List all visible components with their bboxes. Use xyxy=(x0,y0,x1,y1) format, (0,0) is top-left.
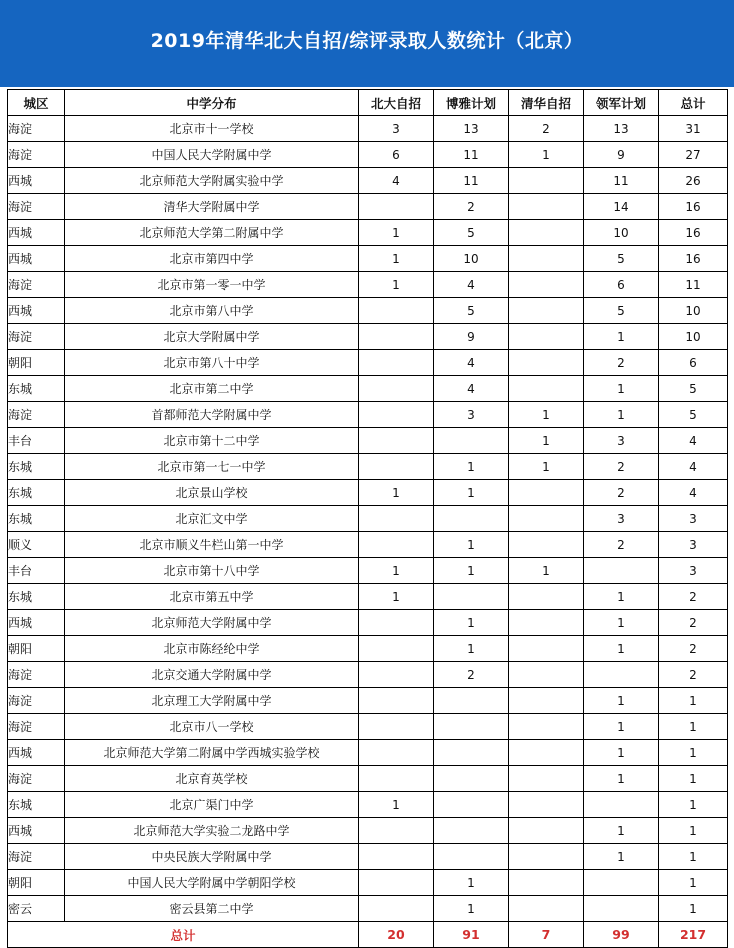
cell-school: 中央民族大学附属中学 xyxy=(65,844,359,870)
cell-district: 朝阳 xyxy=(8,870,65,896)
cell-boya xyxy=(434,506,509,532)
cell-school: 北京市顺义牛栏山第一中学 xyxy=(65,532,359,558)
cell-thu-self xyxy=(509,324,584,350)
cell-thu-self xyxy=(509,766,584,792)
header-total: 总计 xyxy=(659,90,728,116)
cell-school: 中国人民大学附属中学 xyxy=(65,142,359,168)
cell-pku-self xyxy=(359,740,434,766)
cell-school: 北京市第八十中学 xyxy=(65,350,359,376)
cell-lingjun: 1 xyxy=(584,766,659,792)
cell-lingjun: 5 xyxy=(584,246,659,272)
table-row xyxy=(8,116,728,142)
cell-thu-self xyxy=(509,610,584,636)
cell-boya: 1 xyxy=(434,532,509,558)
cell-lingjun: 1 xyxy=(584,818,659,844)
table-row xyxy=(8,506,728,532)
table-row xyxy=(8,246,728,272)
cell-district: 东城 xyxy=(8,506,65,532)
cell-boya: 1 xyxy=(434,558,509,584)
cell-thu-self: 1 xyxy=(509,558,584,584)
cell-thu-self xyxy=(509,818,584,844)
cell-thu-self xyxy=(509,246,584,272)
cell-total: 16 xyxy=(659,220,728,246)
cell-district: 西城 xyxy=(8,220,65,246)
table-row xyxy=(8,662,728,688)
cell-total: 1 xyxy=(659,740,728,766)
cell-thu-self: 1 xyxy=(509,428,584,454)
table-row xyxy=(8,792,728,818)
cell-total: 2 xyxy=(659,636,728,662)
cell-school: 北京市十一学校 xyxy=(65,116,359,142)
cell-school: 北京汇文中学 xyxy=(65,506,359,532)
cell-pku-self xyxy=(359,610,434,636)
cell-thu-self: 2 xyxy=(509,116,584,142)
cell-pku-self: 6 xyxy=(359,142,434,168)
cell-pku-self xyxy=(359,688,434,714)
cell-total: 26 xyxy=(659,168,728,194)
cell-pku-self xyxy=(359,324,434,350)
cell-school: 北京师范大学第二附属中学 xyxy=(65,220,359,246)
cell-lingjun xyxy=(584,792,659,818)
header-district: 城区 xyxy=(8,90,65,116)
cell-pku-self: 4 xyxy=(359,168,434,194)
cell-total: 31 xyxy=(659,116,728,142)
cell-lingjun: 1 xyxy=(584,376,659,402)
table-row xyxy=(8,350,728,376)
cell-total: 4 xyxy=(659,454,728,480)
cell-lingjun: 1 xyxy=(584,584,659,610)
cell-lingjun: 1 xyxy=(584,402,659,428)
cell-district: 海淀 xyxy=(8,766,65,792)
cell-thu-self xyxy=(509,376,584,402)
cell-boya: 2 xyxy=(434,194,509,220)
page-title: 2019年清华北大自招/综评录取人数统计（北京） xyxy=(150,30,584,52)
cell-thu-self: 1 xyxy=(509,142,584,168)
admissions-table xyxy=(7,89,728,948)
table-row xyxy=(8,610,728,636)
cell-pku-self xyxy=(359,298,434,324)
cell-boya xyxy=(434,584,509,610)
cell-pku-self: 1 xyxy=(359,272,434,298)
cell-district: 海淀 xyxy=(8,324,65,350)
cell-thu-self xyxy=(509,896,584,922)
cell-thu-self xyxy=(509,844,584,870)
cell-total: 4 xyxy=(659,428,728,454)
cell-lingjun: 1 xyxy=(584,688,659,714)
cell-lingjun xyxy=(584,896,659,922)
cell-school: 北京市第二中学 xyxy=(65,376,359,402)
table-row xyxy=(8,870,728,896)
cell-boya: 1 xyxy=(434,870,509,896)
cell-district: 西城 xyxy=(8,818,65,844)
cell-school: 北京理工大学附属中学 xyxy=(65,688,359,714)
cell-lingjun: 1 xyxy=(584,844,659,870)
cell-total: 5 xyxy=(659,376,728,402)
cell-school: 清华大学附属中学 xyxy=(65,194,359,220)
cell-lingjun: 3 xyxy=(584,506,659,532)
cell-lingjun: 1 xyxy=(584,636,659,662)
cell-lingjun xyxy=(584,870,659,896)
cell-pku-self: 1 xyxy=(359,480,434,506)
cell-thu-self xyxy=(509,584,584,610)
cell-district: 海淀 xyxy=(8,662,65,688)
cell-boya: 1 xyxy=(434,896,509,922)
table-row xyxy=(8,168,728,194)
cell-thu-self xyxy=(509,870,584,896)
cell-lingjun: 11 xyxy=(584,168,659,194)
cell-lingjun: 1 xyxy=(584,714,659,740)
table-row xyxy=(8,454,728,480)
cell-thu-self xyxy=(509,636,584,662)
cell-school: 北京师范大学第二附属中学西城实验学校 xyxy=(65,740,359,766)
cell-boya: 11 xyxy=(434,168,509,194)
cell-lingjun: 1 xyxy=(584,740,659,766)
cell-pku-self: 3 xyxy=(359,116,434,142)
cell-district: 密云 xyxy=(8,896,65,922)
cell-pku-self xyxy=(359,402,434,428)
cell-thu-self xyxy=(509,272,584,298)
cell-lingjun: 2 xyxy=(584,532,659,558)
cell-total: 6 xyxy=(659,350,728,376)
cell-thu-self xyxy=(509,220,584,246)
cell-district: 西城 xyxy=(8,168,65,194)
cell-boya: 5 xyxy=(434,298,509,324)
cell-district: 海淀 xyxy=(8,272,65,298)
cell-boya xyxy=(434,740,509,766)
cell-pku-self xyxy=(359,896,434,922)
table-row xyxy=(8,376,728,402)
cell-pku-self xyxy=(359,662,434,688)
cell-thu-self xyxy=(509,662,584,688)
cell-school: 首都师范大学附属中学 xyxy=(65,402,359,428)
cell-lingjun: 2 xyxy=(584,480,659,506)
cell-lingjun: 3 xyxy=(584,428,659,454)
totals-label: 总计 xyxy=(8,922,359,948)
table-row xyxy=(8,220,728,246)
cell-total: 1 xyxy=(659,714,728,740)
cell-thu-self xyxy=(509,168,584,194)
cell-district: 西城 xyxy=(8,610,65,636)
table-row xyxy=(8,324,728,350)
cell-pku-self xyxy=(359,636,434,662)
table-row xyxy=(8,558,728,584)
cell-school: 北京市第五中学 xyxy=(65,584,359,610)
cell-thu-self xyxy=(509,480,584,506)
cell-lingjun: 6 xyxy=(584,272,659,298)
cell-lingjun: 5 xyxy=(584,298,659,324)
cell-lingjun: 1 xyxy=(584,324,659,350)
cell-boya: 2 xyxy=(434,662,509,688)
cell-school: 北京景山学校 xyxy=(65,480,359,506)
cell-lingjun: 2 xyxy=(584,350,659,376)
cell-total: 3 xyxy=(659,532,728,558)
totals-thu-self: 7 xyxy=(509,922,584,948)
cell-school: 北京交通大学附属中学 xyxy=(65,662,359,688)
table-row xyxy=(8,636,728,662)
cell-pku-self xyxy=(359,428,434,454)
totals-lingjun: 99 xyxy=(584,922,659,948)
header-pku-self: 北大自招 xyxy=(359,90,434,116)
cell-boya xyxy=(434,766,509,792)
table-row xyxy=(8,142,728,168)
totals-pku-self: 20 xyxy=(359,922,434,948)
table-row xyxy=(8,480,728,506)
cell-school: 北京市第十二中学 xyxy=(65,428,359,454)
table-row xyxy=(8,194,728,220)
cell-lingjun xyxy=(584,662,659,688)
cell-lingjun: 1 xyxy=(584,610,659,636)
cell-school: 北京师范大学附属中学 xyxy=(65,610,359,636)
cell-district: 东城 xyxy=(8,454,65,480)
cell-boya: 1 xyxy=(434,610,509,636)
cell-district: 海淀 xyxy=(8,714,65,740)
cell-lingjun: 13 xyxy=(584,116,659,142)
totals-total: 217 xyxy=(659,922,728,948)
header-school: 中学分布 xyxy=(65,90,359,116)
cell-district: 海淀 xyxy=(8,402,65,428)
cell-school: 北京市第一七一中学 xyxy=(65,454,359,480)
cell-district: 海淀 xyxy=(8,844,65,870)
table-row xyxy=(8,844,728,870)
cell-pku-self: 1 xyxy=(359,792,434,818)
cell-school: 北京市陈经纶中学 xyxy=(65,636,359,662)
cell-district: 顺义 xyxy=(8,532,65,558)
cell-pku-self xyxy=(359,194,434,220)
cell-thu-self xyxy=(509,194,584,220)
cell-boya: 4 xyxy=(434,272,509,298)
cell-lingjun: 10 xyxy=(584,220,659,246)
cell-school: 北京市第一零一中学 xyxy=(65,272,359,298)
cell-boya: 1 xyxy=(434,454,509,480)
cell-school: 北京育英学校 xyxy=(65,766,359,792)
cell-district: 西城 xyxy=(8,298,65,324)
cell-boya xyxy=(434,792,509,818)
cell-total: 3 xyxy=(659,506,728,532)
cell-total: 11 xyxy=(659,272,728,298)
table-row xyxy=(8,688,728,714)
table-row xyxy=(8,740,728,766)
cell-pku-self xyxy=(359,532,434,558)
cell-district: 东城 xyxy=(8,376,65,402)
cell-total: 16 xyxy=(659,194,728,220)
cell-pku-self xyxy=(359,714,434,740)
cell-boya: 9 xyxy=(434,324,509,350)
cell-thu-self xyxy=(509,532,584,558)
cell-total: 1 xyxy=(659,818,728,844)
table-row xyxy=(8,766,728,792)
cell-lingjun: 14 xyxy=(584,194,659,220)
cell-thu-self: 1 xyxy=(509,402,584,428)
cell-boya: 1 xyxy=(434,480,509,506)
cell-school: 北京师范大学实验二龙路中学 xyxy=(65,818,359,844)
cell-total: 10 xyxy=(659,324,728,350)
cell-boya: 1 xyxy=(434,636,509,662)
table-row xyxy=(8,532,728,558)
cell-thu-self xyxy=(509,714,584,740)
cell-boya: 5 xyxy=(434,220,509,246)
cell-total: 1 xyxy=(659,688,728,714)
table-row xyxy=(8,584,728,610)
cell-pku-self xyxy=(359,818,434,844)
cell-total: 5 xyxy=(659,402,728,428)
cell-district: 朝阳 xyxy=(8,636,65,662)
table-row xyxy=(8,272,728,298)
cell-boya xyxy=(434,714,509,740)
cell-boya: 11 xyxy=(434,142,509,168)
cell-pku-self xyxy=(359,376,434,402)
cell-thu-self: 1 xyxy=(509,454,584,480)
cell-pku-self xyxy=(359,844,434,870)
cell-total: 1 xyxy=(659,896,728,922)
cell-school: 北京大学附属中学 xyxy=(65,324,359,350)
cell-total: 2 xyxy=(659,584,728,610)
cell-total: 3 xyxy=(659,558,728,584)
cell-boya: 4 xyxy=(434,350,509,376)
cell-school: 北京市八一学校 xyxy=(65,714,359,740)
totals-row xyxy=(8,922,728,948)
cell-pku-self xyxy=(359,454,434,480)
table-row xyxy=(8,818,728,844)
cell-school: 北京师范大学附属实验中学 xyxy=(65,168,359,194)
cell-boya xyxy=(434,688,509,714)
cell-total: 16 xyxy=(659,246,728,272)
table-row xyxy=(8,896,728,922)
cell-district: 海淀 xyxy=(8,116,65,142)
cell-total: 1 xyxy=(659,792,728,818)
cell-district: 丰台 xyxy=(8,428,65,454)
cell-pku-self: 1 xyxy=(359,584,434,610)
cell-total: 4 xyxy=(659,480,728,506)
cell-boya: 10 xyxy=(434,246,509,272)
cell-boya: 4 xyxy=(434,376,509,402)
cell-pku-self: 1 xyxy=(359,246,434,272)
cell-total: 1 xyxy=(659,766,728,792)
cell-district: 海淀 xyxy=(8,142,65,168)
cell-thu-self xyxy=(509,298,584,324)
cell-district: 海淀 xyxy=(8,688,65,714)
cell-total: 1 xyxy=(659,870,728,896)
cell-pku-self: 1 xyxy=(359,220,434,246)
cell-district: 西城 xyxy=(8,740,65,766)
cell-thu-self xyxy=(509,792,584,818)
header-lingjun: 领军计划 xyxy=(584,90,659,116)
cell-pku-self xyxy=(359,766,434,792)
cell-school: 北京市第四中学 xyxy=(65,246,359,272)
table-row xyxy=(8,714,728,740)
cell-total: 2 xyxy=(659,662,728,688)
cell-boya xyxy=(434,818,509,844)
cell-district: 朝阳 xyxy=(8,350,65,376)
cell-total: 10 xyxy=(659,298,728,324)
cell-district: 丰台 xyxy=(8,558,65,584)
cell-school: 北京市第十八中学 xyxy=(65,558,359,584)
header-row xyxy=(8,90,728,116)
cell-pku-self: 1 xyxy=(359,558,434,584)
table-row xyxy=(8,428,728,454)
header-boya: 博雅计划 xyxy=(434,90,509,116)
cell-total: 1 xyxy=(659,844,728,870)
cell-pku-self xyxy=(359,506,434,532)
cell-pku-self xyxy=(359,350,434,376)
table-row xyxy=(8,402,728,428)
totals-boya: 91 xyxy=(434,922,509,948)
cell-total: 27 xyxy=(659,142,728,168)
table-row xyxy=(8,298,728,324)
cell-total: 2 xyxy=(659,610,728,636)
cell-district: 海淀 xyxy=(8,194,65,220)
cell-thu-self xyxy=(509,740,584,766)
cell-school: 密云县第二中学 xyxy=(65,896,359,922)
cell-district: 东城 xyxy=(8,792,65,818)
header-thu-self: 清华自招 xyxy=(509,90,584,116)
cell-boya xyxy=(434,844,509,870)
table-body xyxy=(8,116,728,922)
cell-boya xyxy=(434,428,509,454)
cell-district: 东城 xyxy=(8,480,65,506)
cell-school: 北京市第八中学 xyxy=(65,298,359,324)
cell-pku-self xyxy=(359,870,434,896)
cell-lingjun xyxy=(584,558,659,584)
cell-boya: 13 xyxy=(434,116,509,142)
cell-district: 东城 xyxy=(8,584,65,610)
title-banner xyxy=(0,0,734,87)
cell-thu-self xyxy=(509,506,584,532)
cell-school: 北京广渠门中学 xyxy=(65,792,359,818)
cell-district: 西城 xyxy=(8,246,65,272)
cell-lingjun: 2 xyxy=(584,454,659,480)
cell-lingjun: 9 xyxy=(584,142,659,168)
cell-thu-self xyxy=(509,688,584,714)
cell-thu-self xyxy=(509,350,584,376)
cell-school: 中国人民大学附属中学朝阳学校 xyxy=(65,870,359,896)
cell-boya: 3 xyxy=(434,402,509,428)
